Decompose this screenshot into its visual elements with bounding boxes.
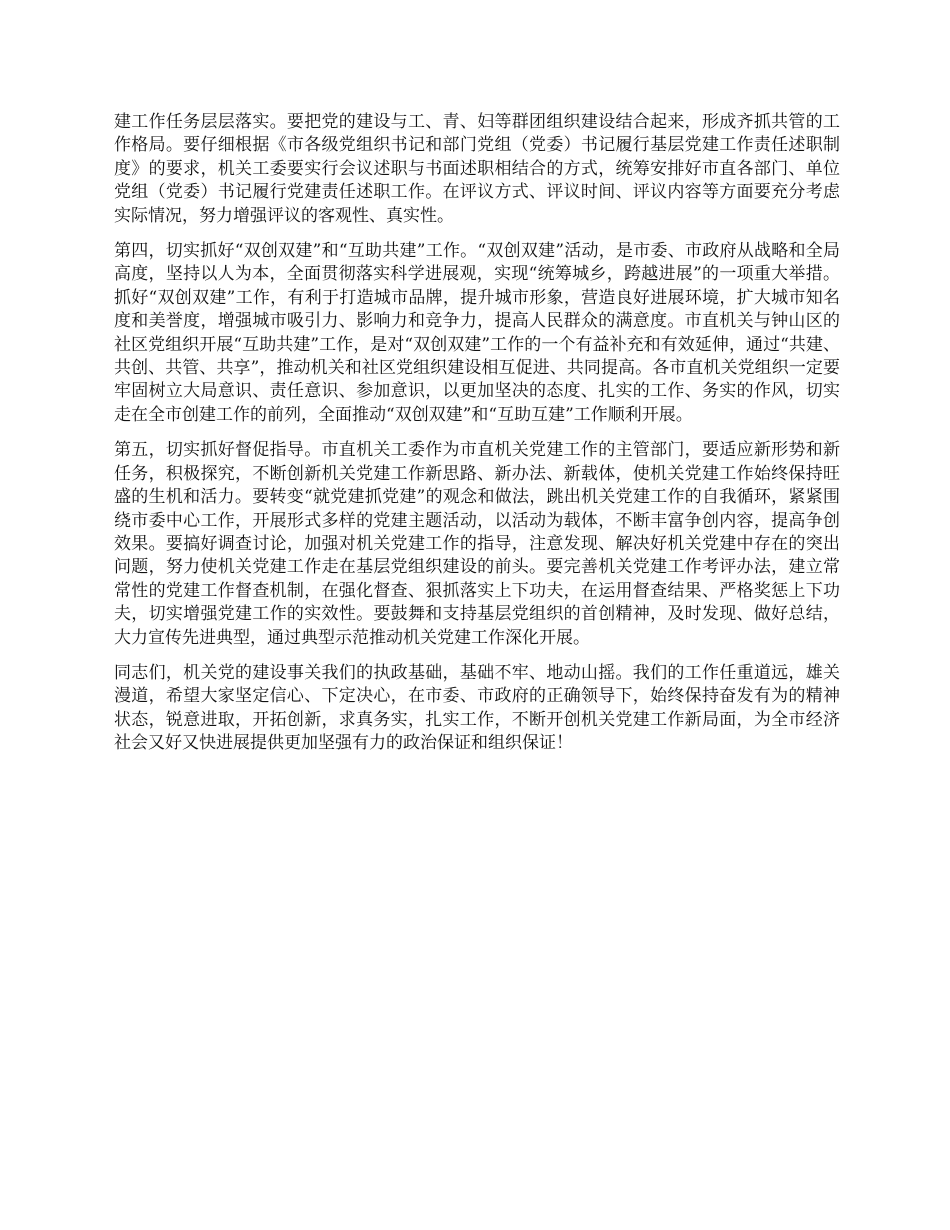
paragraph-fifth-point: 第五，切实抓好督促指导。市直机关工委作为市直机关党建工作的主管部门，要适应新形势和新任务，积极探究，不断创新机关党建工作新思路、新办法、新载体，使机关党建工作始终保持旺盛的生机和活力。要转变“就党建抓党建”的观念和做法，跳出机关党建工作的自我循环，紧紧围绕市委中心工作，开展形式多样的党建主题活动，以活动为载体，不断丰富争创内容，提高争创效果。要搞好调查讨论，加强对机关党建工作的指导，注意发现、解决好机关党建中存在的突出问题，努力使机关党建工作走在基层党组织建设的前头。要完善机关党建工作考评办法，建立常常性的党建工作督查机制，在强化督查、狠抓落实上下功夫，在运用督查结果、严格奖惩上下功夫，切实增强党建工作的实效性。要鼓舞和支持基层党组织的首创精神，及时发现、做好总结，大力宣传先进典型，通过典型示范推动机关党建工作深化开展。 [114, 440, 840, 648]
paragraph-closing-remarks: 同志们，机关党的建设事关我们的执政基础，基础不牢、地动山摇。我们的工作任重道远，雄关漫道，希望大家坚定信心、下定决心，在市委、市政府的正确领导下，始终保持奋发有为的精神状态，锐意进取，开拓创新，求真务实，扎实工作，不断开创机关党建工作新局面，为全市经济社会又好又快进展提供更加坚强有力的政治保证和组织保证！ [114, 662, 840, 754]
paragraph-party-building-duties: 建工作任务层层落实。要把党的建设与工、青、妇等群团组织建设结合起来，形成齐抓共管的工作格局。要仔细根据《市各级党组织书记和部门党组（党委）书记履行基层党建工作责任述职制度》的要求，机关工委要实行会议述职与书面述职相结合的方式，统筹安排好市直各部门、单位党组（党委）书记履行党建责任述职工作。在评议方式、评议时间、评议内容等方面要充分考虑实际情况，努力增强评议的客观性、真实性。 [114, 112, 840, 226]
document-body [114, 111, 840, 768]
paragraph-fourth-point: 第四，切实抓好“双创双建”和“互助共建”工作。“双创双建”活动，是市委、市政府从战略和全局高度，坚持以人为本，全面贯彻落实科学进展观，实现“统筹城乡，跨越进展”的一项重大举措。抓好“双创双建”工作，有利于打造城市品牌，提升城市形象，营造良好进展环境，扩大城市知名度和美誉度，增强城市吸引力、影响力和竞争力，提高人民群众的满意度。市直机关与钟山区的社区党组织开展“互助共建”工作，是对“双创双建”工作的一个有益补充和有效延伸，通过“共建、共创、共管、共享”，推动机关和社区党组织建设相互促进、共同提高。各市直机关党组织一定要牢固树立大局意识、责任意识、参加意识，以更加坚决的态度、扎实的工作、务实的作风，切实走在全市创建工作的前列，全面推动“双创双建”和“互助互建”工作顺利开展。 [114, 241, 840, 425]
